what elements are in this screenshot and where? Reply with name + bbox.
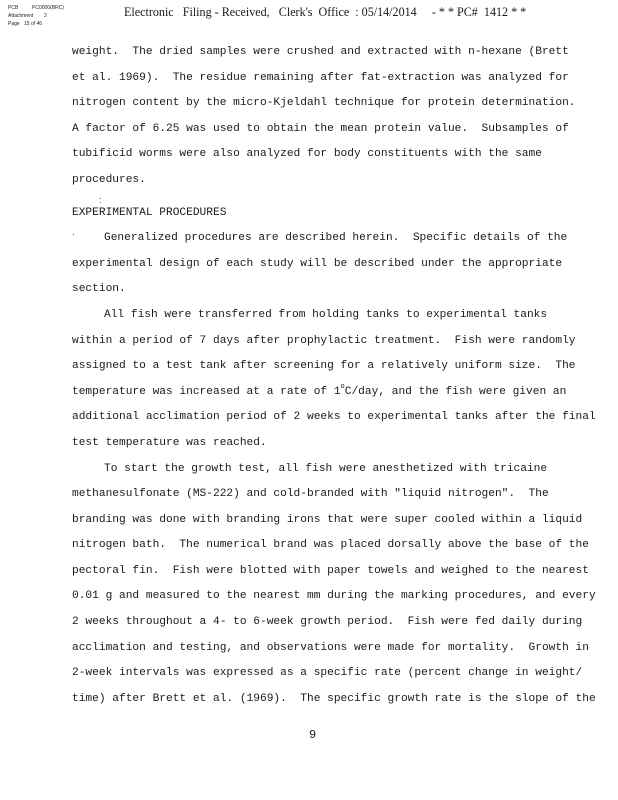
text-line: within a period of 7 days after prophylactic treatment. Fish were randomly	[72, 334, 576, 347]
temperature-text-before: temperature was increased at a rate of 1	[72, 385, 341, 398]
text-line: additional acclimation period of 2 weeks to experimental tanks after the final	[72, 411, 596, 424]
text-line: To start the growth test, all fish were anesthetized with tricaine	[104, 462, 548, 475]
text-line: All fish were transferred from holding tanks to experimental tanks	[104, 308, 548, 321]
scan-speck: ·	[72, 229, 75, 239]
text-line: et al. 1969). The residue remaining after fat-extraction was analyzed for	[72, 71, 569, 84]
text-line: tubificid worms were also analyzed for body constituents with the same	[72, 148, 542, 161]
stamp-page-value: 15 of 46	[24, 21, 43, 27]
text-line: methanesulfonate (MS-222) and cold-branded with "liquid nitrogen". The	[72, 488, 549, 501]
stamp-attachment-value: 2	[44, 13, 47, 19]
degree-superscript: o	[340, 382, 345, 391]
text-line: acclimation and testing, and observations were made for mortality. Growth in	[72, 641, 589, 654]
document-body	[72, 40, 596, 712]
text-line: A factor of 6.25 was used to obtain the mean protein value. Subsamples of	[72, 122, 569, 135]
text-line: nitrogen content by the micro-Kjeldahl technique for protein determination.	[72, 97, 576, 110]
stamp-attachment-row	[8, 12, 88, 20]
stamp-attachment-label: Attachment	[8, 13, 34, 19]
text-line: 2-week intervals was expressed as a specific rate (percent change in weight/	[72, 667, 583, 680]
text-line: section.	[72, 283, 126, 296]
text-line: time) after Brett et al. (1969). The specific growth rate is the slope of the	[72, 692, 596, 705]
text-line: test temperature was reached.	[72, 436, 267, 449]
text-line: nitrogen bath. The numerical brand was placed dorsally above the base of the	[72, 539, 589, 552]
text-line: Generalized procedures are described herein. Specific details of the	[104, 232, 568, 245]
text-line: branding was done with branding irons that were super cooled within a liquid	[72, 513, 583, 526]
temperature-text-after: C/day, and the fish were given an	[344, 385, 567, 398]
page-number: 9	[309, 728, 317, 742]
filing-stamp	[8, 4, 88, 28]
stamp-pcb-label: PCB	[8, 5, 19, 11]
text-line: experimental design of each study will be described under the appropriate	[72, 257, 563, 270]
section-heading: EXPERIMENTAL PROCEDURES	[72, 206, 227, 219]
page-header: Electronic Filing - Received, Clerk's Office : 05/14/2014 - * * PC# 1412 * *	[124, 4, 527, 19]
text-line: pectoral fin. Fish were blotted with paper towels and weighed to the nearest	[72, 564, 589, 577]
text-line: weight. The dried samples were crushed and extracted with n-hexane (Brett	[72, 46, 569, 58]
text-line: assigned to a test tank after screening for a relatively uniform size. The	[72, 360, 576, 373]
stamp-page-row	[8, 20, 88, 28]
stamp-pcb-row	[8, 4, 88, 12]
text-line: 2 weeks throughout a 4- to 6-week growth period. Fish were fed daily during	[72, 616, 583, 629]
stamp-page-label: Page	[8, 21, 20, 27]
scan-speck: :	[99, 195, 102, 205]
text-line: procedures.	[72, 173, 146, 186]
text-line-temperature	[72, 380, 592, 406]
text-line: 0.01 g and measured to the nearest mm during the marking procedures, and every	[72, 590, 596, 603]
stamp-pcb-value: PC0000(BRC)	[32, 5, 64, 11]
